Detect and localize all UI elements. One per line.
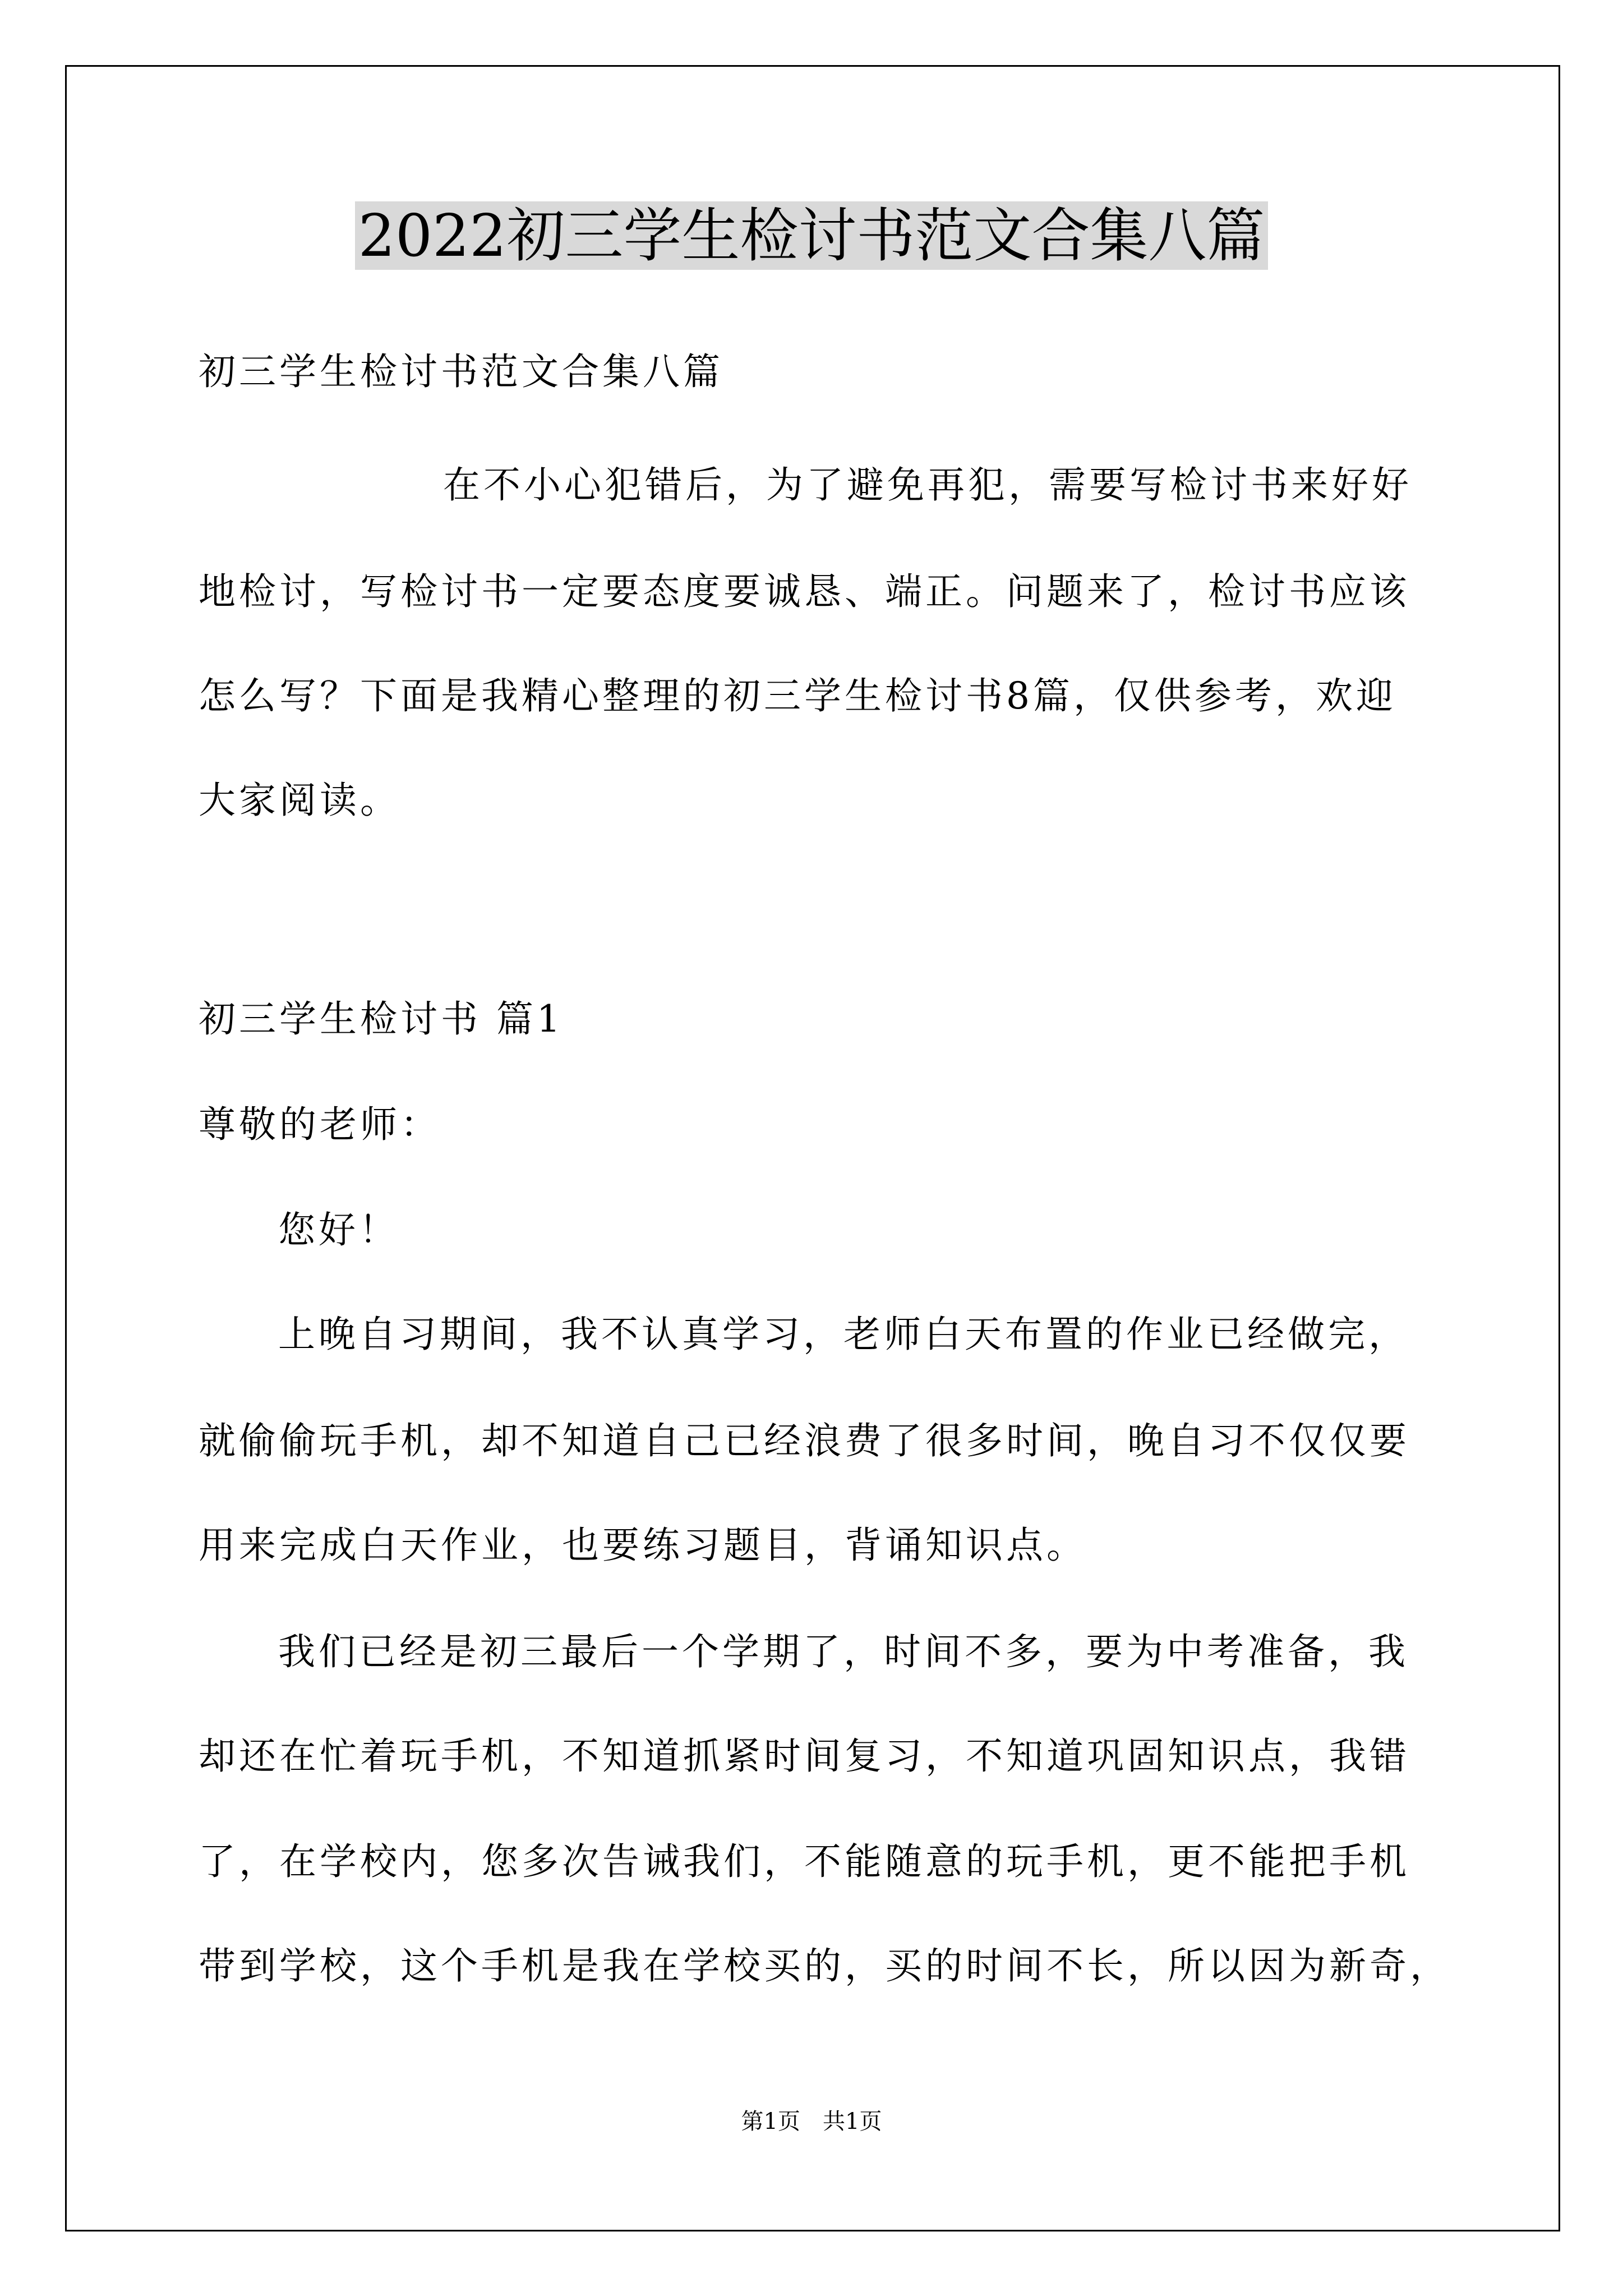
paragraph1-line-1: 上晚自习期间，我不认真学习，老师白天布置的作业已经做完，: [278, 1313, 1409, 1356]
document-subtitle: 初三学生检讨书范文合集八篇: [199, 350, 723, 393]
paragraph2-line-3: 了，在学校内，您多次告诫我们，不能随意的玩手机，更不能把手机: [199, 1840, 1410, 1883]
greeting: 您好！: [278, 1208, 399, 1251]
section-heading: 初三学生检讨书 篇1: [199, 997, 564, 1041]
paragraph2-line-4: 带到学校，这个手机是我在学校买的，买的时间不长，所以因为新奇，: [199, 1944, 1450, 1987]
intro-line-3: 怎么写？下面是我精心整理的初三学生检讨书8篇，仅供参考，欢迎: [199, 674, 1396, 717]
intro-line-2: 地检讨，写检讨书一定要态度要诚恳、端正。问题来了，检讨书应该: [199, 570, 1410, 613]
paragraph1-line-3: 用来完成白天作业，也要练习题目，背诵知识点。: [199, 1524, 1087, 1567]
intro-line-4: 大家阅读。: [199, 779, 400, 822]
page-footer: 第1页 共1页: [741, 2109, 882, 2134]
paragraph1-line-2: 就偷偷玩手机，却不知道自己已经浪费了很多时间，晚自习不仅仅要: [199, 1419, 1410, 1462]
paragraph2-line-1: 我们已经是初三最后一个学期了，时间不多，要为中考准备，我: [278, 1630, 1409, 1673]
paragraph2-line-2: 却还在忙着玩手机，不知道抓紧时间复习，不知道巩固知识点，我错: [199, 1734, 1410, 1778]
document-title: 2022初三学生检讨书范文合集八篇: [0, 197, 1623, 274]
intro-line-1: 在不小心犯错后，为了避免再犯，需要写检讨书来好好: [443, 463, 1412, 507]
salutation: 尊敬的老师：: [199, 1103, 441, 1146]
